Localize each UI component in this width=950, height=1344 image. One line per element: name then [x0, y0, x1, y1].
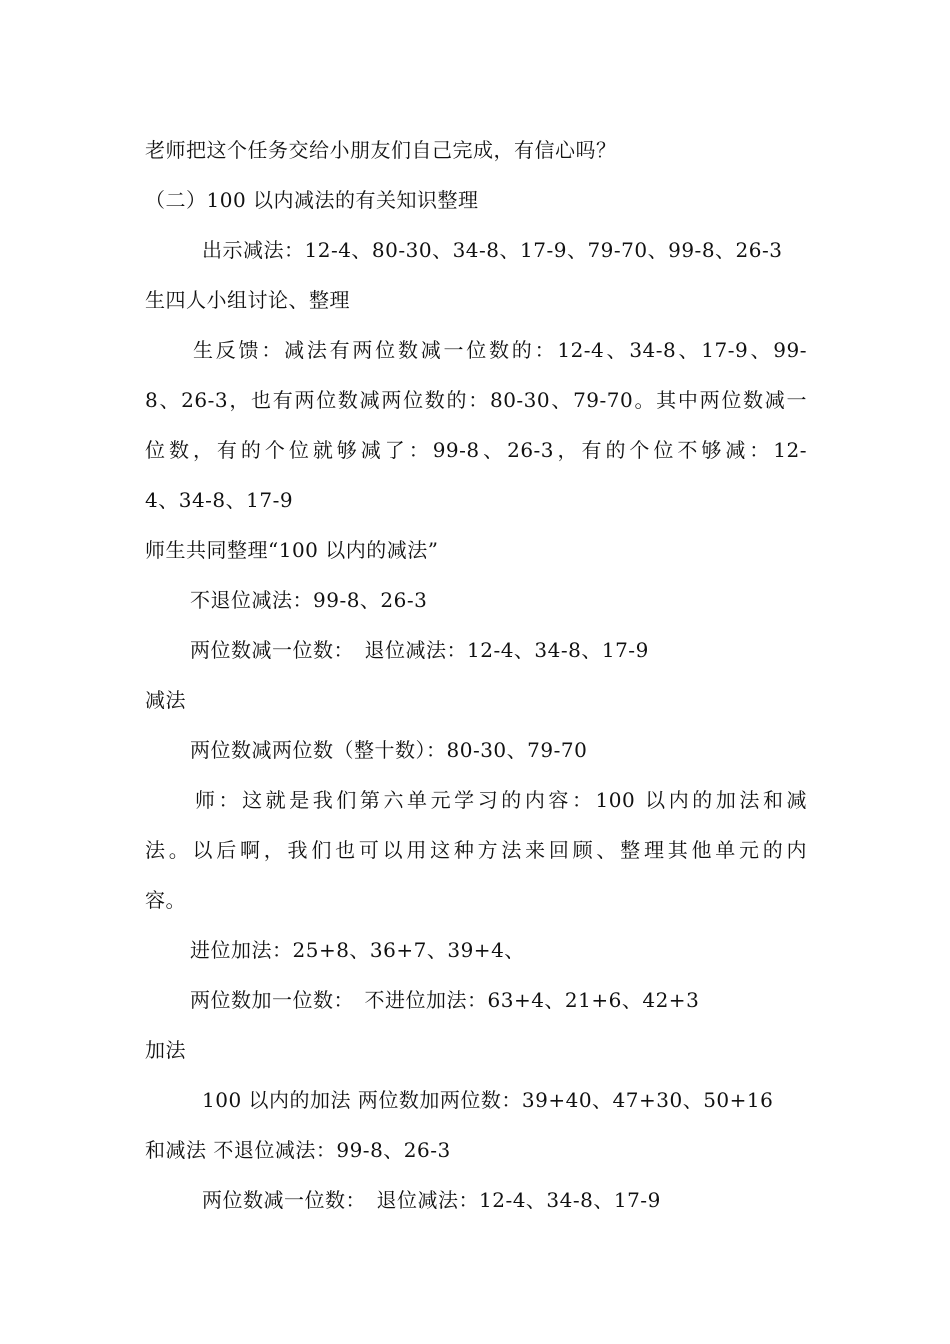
text-line: 进位加法：25+8、36+7、39+4、 — [190, 938, 525, 962]
text-line: 两位数减一位数： 退位减法：12-4、34-8、17-9 — [202, 1188, 661, 1212]
text-line: 两位数减一位数： 退位减法：12-4、34-8、17-9 — [190, 638, 649, 662]
text-line: 和减法 不退位减法：99-8、26-3 — [145, 1138, 451, 1162]
text-line: 师：这就是我们第六单元学习的内容：100 以内的加法和减 — [195, 788, 807, 812]
text-line: 不退位减法：99-8、26-3 — [190, 588, 428, 612]
text-line: 两位数加一位数： 不进位加法：63+4、21+6、42+3 — [190, 988, 700, 1012]
text-line: 生四人小组讨论、整理 — [145, 288, 350, 312]
text-line: 减法 — [145, 688, 186, 712]
text-line: 容。 — [145, 888, 186, 912]
text-line: 100 以内的加法 两位数加两位数：39+40、47+30、50+16 — [202, 1088, 774, 1112]
text-line: 8、26-3，也有两位数减两位数的：80-30、79-70。其中两位数减一 — [145, 388, 807, 412]
text-line: 出示减法：12-4、80-30、34-8、17-9、79-70、99-8、26-3 — [202, 238, 783, 262]
text-line: 位数，有的个位就够减了：99-8、26-3，有的个位不够减：12- — [145, 438, 807, 462]
text-line: 法。以后啊，我们也可以用这种方法来回顾、整理其他单元的内 — [145, 838, 807, 862]
section-heading: （二）100 以内减法的有关知识整理 — [145, 188, 479, 212]
text-line: 生反馈：减法有两位数减一位数的：12-4、34-8、17-9、99- — [193, 338, 807, 362]
text-line: 4、34-8、17-9 — [145, 488, 294, 512]
text-line: 两位数减两位数（整十数）：80-30、79-70 — [190, 738, 588, 762]
text-line: 老师把这个任务交给小朋友们自己完成，有信心吗？ — [145, 138, 617, 162]
text-line: 师生共同整理“100 以内的减法” — [145, 538, 439, 562]
text-line: 加法 — [145, 1038, 186, 1062]
